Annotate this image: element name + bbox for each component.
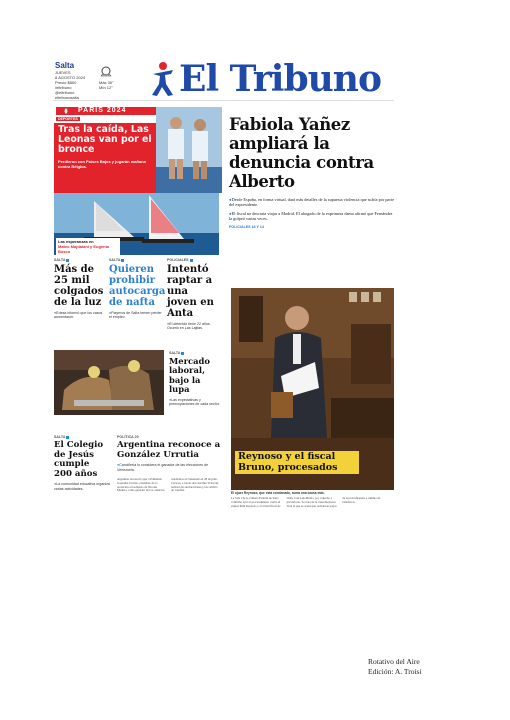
masthead: [53, 60, 394, 101]
paris-headline: Tras la caída, Las Leonas van por el bronce: [58, 124, 152, 155]
social-line: eltribunosalta: [55, 95, 79, 100]
olympic-flame-icon: [59, 108, 73, 114]
col1-bullet: ●Edesa informó que los casos aumentaron.: [54, 311, 103, 320]
section-tag: [54, 258, 108, 262]
social-line: /eltribuno: [55, 85, 72, 90]
bullet-text: Playeros de Salta temen perder el empleo.: [109, 311, 162, 320]
colegio-story: [54, 435, 110, 491]
date-line: JUEVES: [55, 70, 71, 75]
section-tag: [109, 258, 164, 262]
col3-story: [167, 258, 221, 331]
section-tag: [117, 435, 221, 439]
credits-line-1: Rotativo del Aire: [368, 657, 420, 666]
labor-story: [169, 351, 221, 406]
argentina-body: Argentina reconoció ayer a Edmundo González Urrutia, candidato de la oposición al Gobierno de Nicolás Maduro, como ganador de los comicios celebrados en Venezuela el 28 de julio. Caracas, a través del canciller Yván Gil, rechazó las declaraciones y las calificó de vasallas.: [117, 477, 219, 493]
reynoso-headline: Reynoso y el fiscal Bruno, procesados: [238, 451, 338, 473]
bullet-text: Edesa informó que los casos aumentaron.: [54, 311, 103, 320]
paris-top: [54, 105, 219, 193]
price-line: Precio $800: [55, 80, 77, 85]
hopes-names: Mateo Majdalani y Eugenia Bosco: [58, 244, 109, 254]
temp-min: Mín 12°: [99, 85, 113, 90]
bullet-text: La comunidad educativa organiza varias actividades.: [54, 482, 110, 491]
temp-max: Máx 30°: [99, 80, 114, 85]
hopes-caption: [56, 238, 120, 255]
masthead-social: [55, 85, 101, 100]
weather-icon: [97, 63, 115, 81]
photo-caption: El ojuez Reynoso, que está condenado, suma una causa más.: [231, 491, 325, 495]
argentina-bullet: ●Cancillería lo considera el ganador de las elecciones de Venezuela.: [117, 463, 209, 472]
col2-bullet: ●Playeros de Salta temen perder el empleo.: [109, 311, 162, 320]
col2-headline: Quieren prohibir autocarga de nafta: [109, 264, 166, 308]
bullet-text: El detenido tiene 22 años. Ocurrió en Las Lajitas.: [167, 322, 211, 331]
social-line: @eltribuno: [55, 90, 75, 95]
colegio-headline: El Colegio de Jesús cumple 200 años: [54, 440, 104, 479]
col3-headline: Intentó raptar a una joven en Anta: [167, 264, 214, 319]
labor-bullet: ●Las expectativas y preocupaciones de cada sector.: [169, 397, 220, 407]
hockey-players-photo: [156, 107, 222, 193]
section-tag: DEPORTES: [58, 117, 78, 121]
reynoso-headline-box: [235, 451, 359, 474]
paris-banner-bg: [56, 107, 166, 115]
col1-story: [54, 258, 108, 320]
tag-text: SALTA: [109, 258, 121, 262]
tag-text: SALTA: [54, 258, 66, 262]
colegio-bullet: ●La comunidad educativa organiza varias actividades.: [54, 482, 110, 491]
paris-banner: PARIS 2024: [78, 107, 127, 114]
masthead-date: [55, 70, 95, 85]
col1-headline: Más de 25 mil colgados de la luz: [54, 264, 104, 308]
argentina-story: [117, 435, 221, 493]
bullet-icon: ●: [229, 197, 232, 202]
tag-text: SALTA: [54, 435, 66, 439]
lead-ref: POLICIALES 18 Y 14: [229, 224, 264, 229]
masthead-city: Salta: [55, 61, 75, 70]
credits: [368, 657, 422, 677]
newspaper-front-page: [53, 60, 394, 530]
lead-headline: Fabiola Yañez ampliará la denuncia contra Alberto: [229, 115, 374, 191]
bullet-icon: ●: [229, 210, 232, 216]
reynoso-body: La Sala I de la Cámara Federal de Salta confirmó ayer el procesamiento contra el exjuez Raúl Reynoso y el actual fiscal de Orán, José Luis Bruno, por cohecho y prevaricato. Se trata de la causa Reynoso II en la que se acusa que recibieron pagos de narcotraficantes a cambio de beneficios.: [231, 496, 381, 508]
bullet-text: Las expectativas y preocupaciones de cada sector.: [169, 397, 220, 407]
col3-bullet: ●El detenido tiene 22 años. Ocurrió en Las Lajitas.: [167, 322, 211, 331]
section-tag: [54, 435, 110, 439]
paris-subhead: Perdieron con Países Bajos y jugarán mañana contra Bélgica.: [58, 159, 146, 169]
tag-text: SALTA: [169, 351, 181, 355]
col2-story: [109, 258, 164, 320]
lead-bullet-2: [229, 211, 394, 222]
tribuno-figure-logo: [149, 60, 177, 98]
firefighters-photo: [54, 350, 164, 415]
credits-line-2: Edición: A. Troisi: [368, 667, 422, 676]
tag-text: POLÍTICA 20: [117, 435, 139, 439]
bullet-text: Cancillería lo considera el ganador de las elecciones de Venezuela.: [117, 463, 209, 472]
hopes-label: Las esperanzas en: [58, 239, 94, 244]
argentina-headline: Argentina reconoce a González Urrutia: [117, 440, 221, 460]
bullet-text: Desde España, en forma virtual, dará más detalles de la supuesta violencia que sufría por parte del expresidente.: [229, 197, 394, 208]
lead-story: [229, 115, 394, 229]
tag-text: POLICIALES: [167, 258, 189, 262]
masthead-temps: [99, 80, 114, 90]
date-line: 8 AGOSTO 2024: [55, 75, 86, 80]
lead-bullet-1: [229, 197, 394, 208]
section-tag: [169, 351, 221, 355]
labor-headline: Mercado laboral, bajo la lupa: [169, 356, 210, 395]
section-tag: [167, 258, 221, 262]
bullet-text: El fiscal no descarta viajar a Madrid. El abogado de la exprimera dama afirmó que Fernández la golpeó varias veces.: [229, 210, 393, 222]
newspaper-title: El Tribuno: [179, 58, 381, 100]
